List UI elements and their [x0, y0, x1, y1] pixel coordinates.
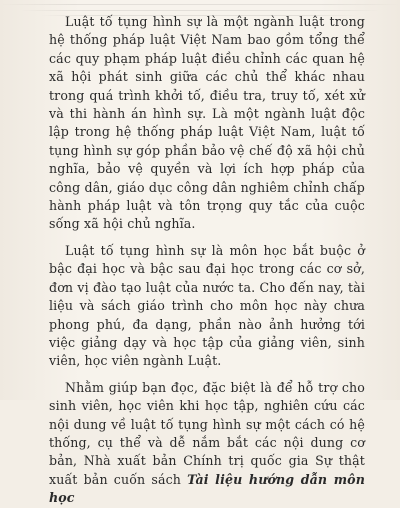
body-text	[49, 13, 365, 508]
paragraph	[49, 379, 365, 508]
book-title-emphasis: Tài liệu hướng dẫn môn học	[49, 471, 365, 506]
paragraph: Luật tố tụng hình sự là môn học bắt buộc ở bậc đại học và bậc sau đại học trong các cơ sở, đơn vị đào tạo luật của nước ta. Cho đến nay, tài liệu và sách giáo trình cho môn học này chưa phong phú, đa dạng, phần nào ảnh hưởng tới việc giảng dạy và học tập của giảng viên, sinh viên, học viên ngành Luật.	[49, 242, 365, 369]
paragraph: Luật tố tụng hình sự là một ngành luật trong hệ thống pháp luật Việt Nam bao gồm tổng thể các quy phạm pháp luật điều chỉnh các quan hệ xã hội phát sinh giữa các chủ thể khác nhau trong quá trình khởi tố, điều tra, truy tố, xét xử và thi hành án hình sự. Là một ngành luật độc lập trong hệ thống pháp luật Việt Nam, luật tố tụng hình sự góp phần bảo vệ chế độ xã hội chủ nghĩa, bảo vệ quyền và lợi ích hợp pháp của công dân, giáo dục công dân nghiêm chỉnh chấp hành pháp luật và tôn trọng quy tắc của cuộc sống xã hội chủ nghĩa.	[49, 14, 365, 232]
paragraph-text: Nhằm giúp bạn đọc, đặc biệt là để hỗ trợ cho sinh viên, học viên khi học tập, nghiên cứu các nội dung về luật tố tụng hình sự một cách có hệ thống, cụ thể và dễ nắm bắt các nội dung cơ bản, Nhà xuất bản Chính trị quốc gia Sự thật xuất bản cuốn sách	[49, 379, 365, 487]
